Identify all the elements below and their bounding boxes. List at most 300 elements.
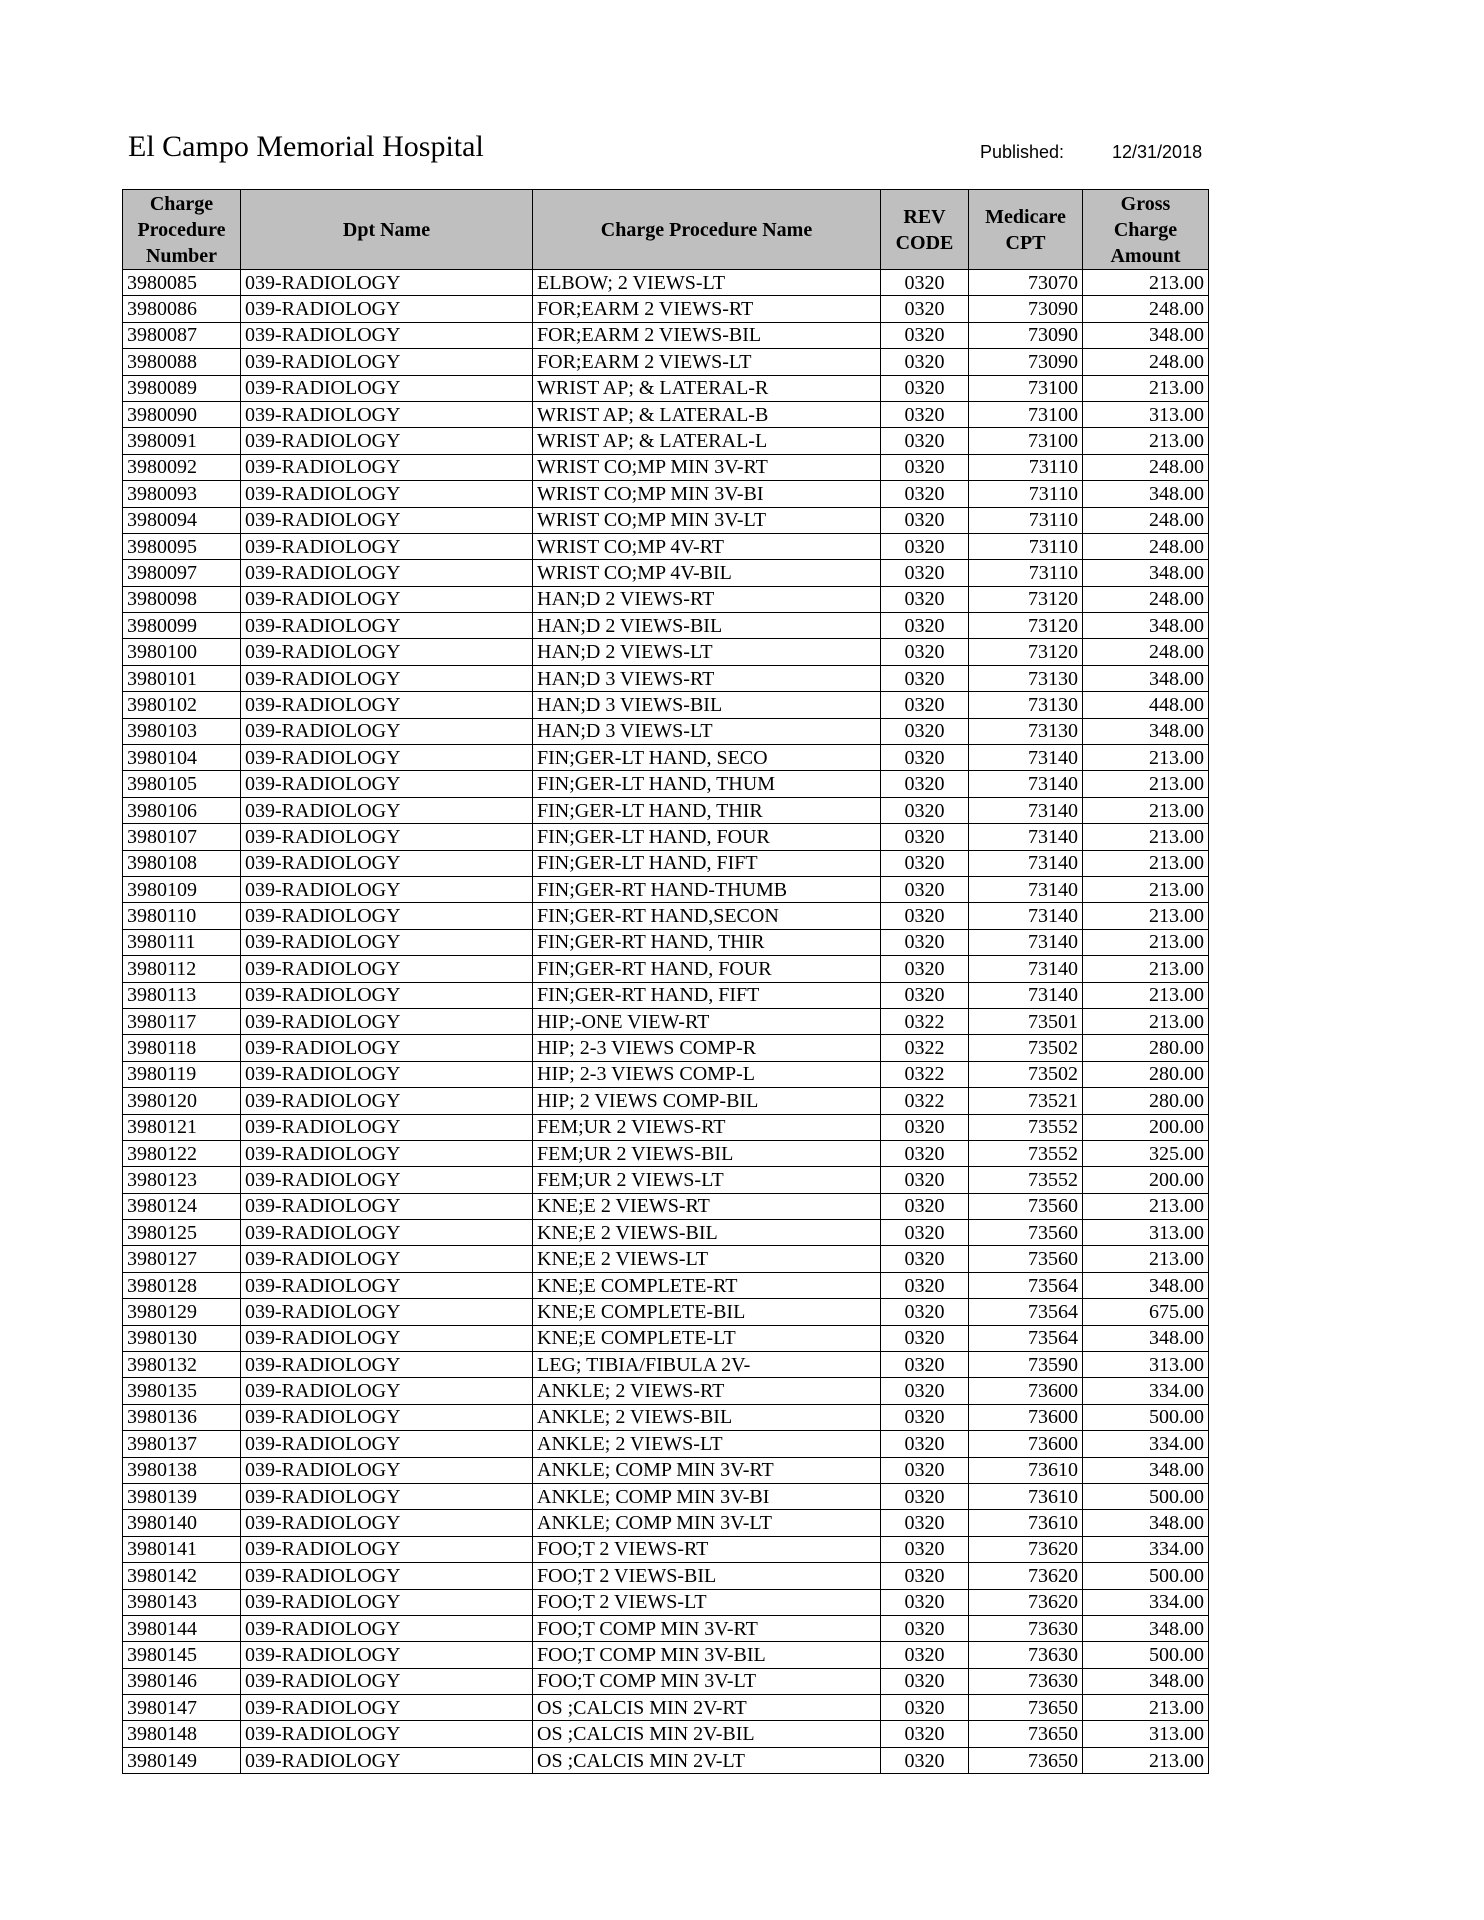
table-row: [123, 533, 1209, 559]
medicare-cpt-cell: 73120: [969, 613, 1083, 639]
procedure-name-cell: HIP;-ONE VIEW-RT: [533, 1008, 881, 1034]
dpt-name-cell: 039-RADIOLOGY: [241, 613, 533, 639]
table-row: [123, 1088, 1209, 1114]
dpt-name-cell: 039-RADIOLOGY: [241, 560, 533, 586]
medicare-cpt-cell: 73130: [969, 665, 1083, 691]
medicare-cpt-cell: 73560: [969, 1220, 1083, 1246]
table-row: [123, 1220, 1209, 1246]
procedure-name-cell: OS ;CALCIS MIN 2V-LT: [533, 1747, 881, 1773]
medicare-cpt-cell: 73110: [969, 507, 1083, 533]
rev-code-cell: 0320: [881, 1431, 969, 1457]
procedure-number-cell: 3980140: [123, 1510, 241, 1536]
rev-code-cell: 0320: [881, 639, 969, 665]
procedure-number-cell: 3980110: [123, 903, 241, 929]
procedure-name-cell: ANKLE; 2 VIEWS-RT: [533, 1378, 881, 1404]
gross-charge-cell: 213.00: [1083, 1747, 1209, 1773]
rev-code-cell: 0320: [881, 1404, 969, 1430]
procedure-name-cell: FIN;GER-RT HAND, THIR: [533, 929, 881, 955]
procedure-number-cell: 3980149: [123, 1747, 241, 1773]
table-row: [123, 481, 1209, 507]
medicare-cpt-cell: 73610: [969, 1457, 1083, 1483]
gross-charge-cell: 248.00: [1083, 639, 1209, 665]
procedure-number-cell: 3980098: [123, 586, 241, 612]
rev-code-cell: 0320: [881, 454, 969, 480]
medicare-cpt-cell: 73630: [969, 1668, 1083, 1694]
procedure-number-cell: 3980132: [123, 1352, 241, 1378]
dpt-name-cell: 039-RADIOLOGY: [241, 903, 533, 929]
procedure-number-cell: 3980094: [123, 507, 241, 533]
medicare-cpt-cell: 73590: [969, 1352, 1083, 1378]
dpt-name-cell: 039-RADIOLOGY: [241, 1510, 533, 1536]
gross-charge-cell: 675.00: [1083, 1299, 1209, 1325]
dpt-name-cell: 039-RADIOLOGY: [241, 745, 533, 771]
medicare-cpt-cell: 73140: [969, 745, 1083, 771]
dpt-name-cell: 039-RADIOLOGY: [241, 929, 533, 955]
rev-code-cell: 0320: [881, 349, 969, 375]
dpt-name-cell: 039-RADIOLOGY: [241, 1642, 533, 1668]
medicare-cpt-cell: 73090: [969, 349, 1083, 375]
dpt-name-cell: 039-RADIOLOGY: [241, 718, 533, 744]
dpt-name-cell: 039-RADIOLOGY: [241, 454, 533, 480]
procedure-name-cell: FIN;GER-LT HAND, FIFT: [533, 850, 881, 876]
medicare-cpt-cell: 73140: [969, 956, 1083, 982]
dpt-name-cell: 039-RADIOLOGY: [241, 507, 533, 533]
dpt-name-cell: 039-RADIOLOGY: [241, 586, 533, 612]
gross-charge-cell: 348.00: [1083, 1668, 1209, 1694]
dpt-name-cell: 039-RADIOLOGY: [241, 1088, 533, 1114]
medicare-cpt-cell: 73100: [969, 428, 1083, 454]
gross-charge-cell: 213.00: [1083, 903, 1209, 929]
rev-code-cell: 0320: [881, 1642, 969, 1668]
medicare-cpt-cell: 73110: [969, 560, 1083, 586]
procedure-name-cell: FOR;EARM 2 VIEWS-LT: [533, 349, 881, 375]
dpt-name-cell: 039-RADIOLOGY: [241, 375, 533, 401]
procedure-number-cell: 3980092: [123, 454, 241, 480]
medicare-cpt-cell: 73560: [969, 1246, 1083, 1272]
procedure-number-cell: 3980145: [123, 1642, 241, 1668]
table-row: [123, 1431, 1209, 1457]
page-header: [128, 128, 1206, 172]
dpt-name-cell: 039-RADIOLOGY: [241, 1483, 533, 1509]
medicare-cpt-cell: 73100: [969, 375, 1083, 401]
table-row: [123, 296, 1209, 322]
gross-charge-cell: 248.00: [1083, 533, 1209, 559]
col-header-dpt-name: Dpt Name: [241, 190, 533, 270]
rev-code-cell: 0320: [881, 1589, 969, 1615]
medicare-cpt-cell: 73140: [969, 876, 1083, 902]
dpt-name-cell: 039-RADIOLOGY: [241, 533, 533, 559]
gross-charge-cell: 334.00: [1083, 1536, 1209, 1562]
gross-charge-cell: 500.00: [1083, 1483, 1209, 1509]
table-row: [123, 560, 1209, 586]
col-header-medicare-cpt: Medicare CPT: [969, 190, 1083, 270]
procedure-name-cell: WRIST AP; & LATERAL-R: [533, 375, 881, 401]
gross-charge-cell: 213.00: [1083, 956, 1209, 982]
gross-charge-cell: 500.00: [1083, 1563, 1209, 1589]
table-row: [123, 1563, 1209, 1589]
table-row: [123, 1352, 1209, 1378]
table-row: [123, 1642, 1209, 1668]
procedure-number-cell: 3980119: [123, 1061, 241, 1087]
table-row: [123, 929, 1209, 955]
procedure-number-cell: 3980137: [123, 1431, 241, 1457]
procedure-name-cell: FIN;GER-RT HAND-THUMB: [533, 876, 881, 902]
gross-charge-cell: 334.00: [1083, 1431, 1209, 1457]
procedure-number-cell: 3980121: [123, 1114, 241, 1140]
procedure-name-cell: WRIST CO;MP MIN 3V-BI: [533, 481, 881, 507]
col-header-gross-charge: Gross Charge Amount: [1083, 190, 1209, 270]
table-header-row: [123, 190, 1209, 270]
medicare-cpt-cell: 73110: [969, 533, 1083, 559]
table-row: [123, 1167, 1209, 1193]
gross-charge-cell: 248.00: [1083, 586, 1209, 612]
procedure-name-cell: FEM;UR 2 VIEWS-BIL: [533, 1140, 881, 1166]
dpt-name-cell: 039-RADIOLOGY: [241, 1035, 533, 1061]
medicare-cpt-cell: 73564: [969, 1299, 1083, 1325]
rev-code-cell: 0320: [881, 665, 969, 691]
dpt-name-cell: 039-RADIOLOGY: [241, 982, 533, 1008]
procedure-number-cell: 3980109: [123, 876, 241, 902]
medicare-cpt-cell: 73501: [969, 1008, 1083, 1034]
gross-charge-cell: 213.00: [1083, 850, 1209, 876]
table-row: [123, 1615, 1209, 1641]
procedure-name-cell: KNE;E 2 VIEWS-RT: [533, 1193, 881, 1219]
table-row: [123, 692, 1209, 718]
procedure-number-cell: 3980136: [123, 1404, 241, 1430]
procedure-name-cell: KNE;E COMPLETE-BIL: [533, 1299, 881, 1325]
dpt-name-cell: 039-RADIOLOGY: [241, 824, 533, 850]
rev-code-cell: 0320: [881, 1325, 969, 1351]
gross-charge-cell: 248.00: [1083, 507, 1209, 533]
gross-charge-cell: 280.00: [1083, 1061, 1209, 1087]
procedure-number-cell: 3980085: [123, 270, 241, 296]
procedure-number-cell: 3980135: [123, 1378, 241, 1404]
medicare-cpt-cell: 73130: [969, 718, 1083, 744]
rev-code-cell: 0320: [881, 1510, 969, 1536]
table-row: [123, 876, 1209, 902]
gross-charge-cell: 334.00: [1083, 1378, 1209, 1404]
procedure-name-cell: WRIST CO;MP MIN 3V-LT: [533, 507, 881, 533]
procedure-number-cell: 3980107: [123, 824, 241, 850]
rev-code-cell: 0320: [881, 1483, 969, 1509]
rev-code-cell: 0320: [881, 824, 969, 850]
gross-charge-cell: 213.00: [1083, 375, 1209, 401]
dpt-name-cell: 039-RADIOLOGY: [241, 428, 533, 454]
procedure-number-cell: 3980105: [123, 771, 241, 797]
procedure-number-cell: 3980127: [123, 1246, 241, 1272]
table-row: [123, 956, 1209, 982]
rev-code-cell: 0320: [881, 1747, 969, 1773]
dpt-name-cell: 039-RADIOLOGY: [241, 349, 533, 375]
gross-charge-cell: 213.00: [1083, 1008, 1209, 1034]
procedure-number-cell: 3980117: [123, 1008, 241, 1034]
procedure-name-cell: WRIST CO;MP MIN 3V-RT: [533, 454, 881, 480]
dpt-name-cell: 039-RADIOLOGY: [241, 270, 533, 296]
procedure-number-cell: 3980111: [123, 929, 241, 955]
rev-code-cell: 0320: [881, 876, 969, 902]
procedure-name-cell: WRIST AP; & LATERAL-L: [533, 428, 881, 454]
rev-code-cell: 0320: [881, 1272, 969, 1298]
gross-charge-cell: 500.00: [1083, 1404, 1209, 1430]
table-row: [123, 1061, 1209, 1087]
gross-charge-cell: 213.00: [1083, 270, 1209, 296]
table-row: [123, 1510, 1209, 1536]
procedure-name-cell: WRIST CO;MP 4V-RT: [533, 533, 881, 559]
medicare-cpt-cell: 73130: [969, 692, 1083, 718]
rev-code-cell: 0320: [881, 903, 969, 929]
procedure-name-cell: FOO;T COMP MIN 3V-BIL: [533, 1642, 881, 1668]
procedure-name-cell: FIN;GER-RT HAND, FIFT: [533, 982, 881, 1008]
gross-charge-cell: 200.00: [1083, 1114, 1209, 1140]
rev-code-cell: 0322: [881, 1061, 969, 1087]
procedure-number-cell: 3980113: [123, 982, 241, 1008]
dpt-name-cell: 039-RADIOLOGY: [241, 1167, 533, 1193]
table-row: [123, 1008, 1209, 1034]
medicare-cpt-cell: 73620: [969, 1536, 1083, 1562]
procedure-number-cell: 3980125: [123, 1220, 241, 1246]
procedure-number-cell: 3980089: [123, 375, 241, 401]
rev-code-cell: 0320: [881, 692, 969, 718]
procedure-name-cell: HIP; 2 VIEWS COMP-BIL: [533, 1088, 881, 1114]
dpt-name-cell: 039-RADIOLOGY: [241, 1536, 533, 1562]
rev-code-cell: 0320: [881, 560, 969, 586]
published-date: 12/31/2018: [1112, 142, 1203, 162]
procedure-number-cell: 3980093: [123, 481, 241, 507]
medicare-cpt-cell: 73120: [969, 639, 1083, 665]
procedure-name-cell: HAN;D 3 VIEWS-BIL: [533, 692, 881, 718]
rev-code-cell: 0320: [881, 1721, 969, 1747]
table-row: [123, 1589, 1209, 1615]
rev-code-cell: 0320: [881, 1193, 969, 1219]
procedure-name-cell: KNE;E COMPLETE-RT: [533, 1272, 881, 1298]
gross-charge-cell: 213.00: [1083, 797, 1209, 823]
procedure-number-cell: 3980108: [123, 850, 241, 876]
medicare-cpt-cell: 73140: [969, 771, 1083, 797]
table-body: [123, 270, 1209, 1774]
gross-charge-cell: 348.00: [1083, 481, 1209, 507]
rev-code-cell: 0320: [881, 956, 969, 982]
medicare-cpt-cell: 73630: [969, 1615, 1083, 1641]
procedure-number-cell: 3980139: [123, 1483, 241, 1509]
medicare-cpt-cell: 73552: [969, 1114, 1083, 1140]
table-row: [123, 507, 1209, 533]
rev-code-cell: 0320: [881, 533, 969, 559]
medicare-cpt-cell: 73090: [969, 322, 1083, 348]
gross-charge-cell: 348.00: [1083, 1325, 1209, 1351]
medicare-cpt-cell: 73140: [969, 850, 1083, 876]
table-row: [123, 322, 1209, 348]
dpt-name-cell: 039-RADIOLOGY: [241, 956, 533, 982]
procedure-name-cell: FEM;UR 2 VIEWS-RT: [533, 1114, 881, 1140]
procedure-name-cell: FOO;T 2 VIEWS-RT: [533, 1536, 881, 1562]
table-row: [123, 401, 1209, 427]
dpt-name-cell: 039-RADIOLOGY: [241, 639, 533, 665]
medicare-cpt-cell: 73610: [969, 1510, 1083, 1536]
dpt-name-cell: 039-RADIOLOGY: [241, 850, 533, 876]
table-row: [123, 1246, 1209, 1272]
table-row: [123, 1668, 1209, 1694]
procedure-name-cell: ELBOW; 2 VIEWS-LT: [533, 270, 881, 296]
procedure-name-cell: FIN;GER-LT HAND, FOUR: [533, 824, 881, 850]
gross-charge-cell: 313.00: [1083, 1352, 1209, 1378]
rev-code-cell: 0320: [881, 1220, 969, 1246]
procedure-number-cell: 3980146: [123, 1668, 241, 1694]
procedure-number-cell: 3980141: [123, 1536, 241, 1562]
table-row: [123, 1404, 1209, 1430]
table-row: [123, 824, 1209, 850]
table-row: [123, 1378, 1209, 1404]
rev-code-cell: 0320: [881, 771, 969, 797]
dpt-name-cell: 039-RADIOLOGY: [241, 797, 533, 823]
medicare-cpt-cell: 73110: [969, 454, 1083, 480]
procedure-name-cell: FIN;GER-RT HAND,SECON: [533, 903, 881, 929]
procedure-name-cell: HAN;D 2 VIEWS-LT: [533, 639, 881, 665]
rev-code-cell: 0320: [881, 1668, 969, 1694]
gross-charge-cell: 348.00: [1083, 1272, 1209, 1298]
procedure-number-cell: 3980138: [123, 1457, 241, 1483]
dpt-name-cell: 039-RADIOLOGY: [241, 876, 533, 902]
medicare-cpt-cell: 73140: [969, 929, 1083, 955]
dpt-name-cell: 039-RADIOLOGY: [241, 296, 533, 322]
dpt-name-cell: 039-RADIOLOGY: [241, 1352, 533, 1378]
dpt-name-cell: 039-RADIOLOGY: [241, 1299, 533, 1325]
rev-code-cell: 0320: [881, 982, 969, 1008]
gross-charge-cell: 348.00: [1083, 1457, 1209, 1483]
table-row: [123, 1536, 1209, 1562]
gross-charge-cell: 200.00: [1083, 1167, 1209, 1193]
rev-code-cell: 0320: [881, 1140, 969, 1166]
rev-code-cell: 0320: [881, 1457, 969, 1483]
rev-code-cell: 0320: [881, 1352, 969, 1378]
gross-charge-cell: 213.00: [1083, 929, 1209, 955]
medicare-cpt-cell: 73140: [969, 903, 1083, 929]
table-row: [123, 1299, 1209, 1325]
procedure-name-cell: FIN;GER-LT HAND, THUM: [533, 771, 881, 797]
table-row: [123, 586, 1209, 612]
procedure-name-cell: FOO;T COMP MIN 3V-LT: [533, 1668, 881, 1694]
dpt-name-cell: 039-RADIOLOGY: [241, 481, 533, 507]
rev-code-cell: 0320: [881, 401, 969, 427]
gross-charge-cell: 213.00: [1083, 982, 1209, 1008]
table-row: [123, 1457, 1209, 1483]
table-row: [123, 718, 1209, 744]
gross-charge-cell: 213.00: [1083, 824, 1209, 850]
gross-charge-cell: 325.00: [1083, 1140, 1209, 1166]
medicare-cpt-cell: 73560: [969, 1193, 1083, 1219]
rev-code-cell: 0320: [881, 322, 969, 348]
procedure-name-cell: WRIST AP; & LATERAL-B: [533, 401, 881, 427]
rev-code-cell: 0320: [881, 1563, 969, 1589]
rev-code-cell: 0320: [881, 481, 969, 507]
procedure-name-cell: ANKLE; 2 VIEWS-LT: [533, 1431, 881, 1457]
procedure-name-cell: FIN;GER-LT HAND, THIR: [533, 797, 881, 823]
page-title: El Campo Memorial Hospital: [128, 130, 484, 163]
medicare-cpt-cell: 73090: [969, 296, 1083, 322]
dpt-name-cell: 039-RADIOLOGY: [241, 1668, 533, 1694]
gross-charge-cell: 213.00: [1083, 1695, 1209, 1721]
medicare-cpt-cell: 73600: [969, 1378, 1083, 1404]
dpt-name-cell: 039-RADIOLOGY: [241, 1114, 533, 1140]
rev-code-cell: 0320: [881, 1615, 969, 1641]
procedure-name-cell: HAN;D 2 VIEWS-BIL: [533, 613, 881, 639]
table-row: [123, 1140, 1209, 1166]
procedure-name-cell: HAN;D 3 VIEWS-LT: [533, 718, 881, 744]
procedure-number-cell: 3980143: [123, 1589, 241, 1615]
gross-charge-cell: 448.00: [1083, 692, 1209, 718]
procedure-name-cell: FOR;EARM 2 VIEWS-BIL: [533, 322, 881, 348]
dpt-name-cell: 039-RADIOLOGY: [241, 1747, 533, 1773]
rev-code-cell: 0320: [881, 613, 969, 639]
col-header-procedure-name: Charge Procedure Name: [533, 190, 881, 270]
procedure-number-cell: 3980118: [123, 1035, 241, 1061]
table-row: [123, 797, 1209, 823]
gross-charge-cell: 213.00: [1083, 1246, 1209, 1272]
gross-charge-cell: 280.00: [1083, 1035, 1209, 1061]
medicare-cpt-cell: 73110: [969, 481, 1083, 507]
dpt-name-cell: 039-RADIOLOGY: [241, 1721, 533, 1747]
gross-charge-cell: 348.00: [1083, 718, 1209, 744]
medicare-cpt-cell: 73140: [969, 824, 1083, 850]
medicare-cpt-cell: 73600: [969, 1431, 1083, 1457]
procedure-number-cell: 3980148: [123, 1721, 241, 1747]
rev-code-cell: 0322: [881, 1088, 969, 1114]
charge-table: [122, 189, 1209, 1774]
rev-code-cell: 0322: [881, 1035, 969, 1061]
medicare-cpt-cell: 73630: [969, 1642, 1083, 1668]
procedure-name-cell: OS ;CALCIS MIN 2V-BIL: [533, 1721, 881, 1747]
table-row: [123, 375, 1209, 401]
procedure-number-cell: 3980088: [123, 349, 241, 375]
rev-code-cell: 0320: [881, 745, 969, 771]
table-row: [123, 665, 1209, 691]
procedure-number-cell: 3980122: [123, 1140, 241, 1166]
procedure-number-cell: 3980091: [123, 428, 241, 454]
procedure-number-cell: 3980129: [123, 1299, 241, 1325]
gross-charge-cell: 213.00: [1083, 1193, 1209, 1219]
dpt-name-cell: 039-RADIOLOGY: [241, 692, 533, 718]
gross-charge-cell: 213.00: [1083, 876, 1209, 902]
dpt-name-cell: 039-RADIOLOGY: [241, 1404, 533, 1430]
procedure-number-cell: 3980104: [123, 745, 241, 771]
medicare-cpt-cell: 73620: [969, 1563, 1083, 1589]
gross-charge-cell: 348.00: [1083, 1510, 1209, 1536]
procedure-name-cell: KNE;E 2 VIEWS-BIL: [533, 1220, 881, 1246]
dpt-name-cell: 039-RADIOLOGY: [241, 665, 533, 691]
medicare-cpt-cell: 73650: [969, 1721, 1083, 1747]
gross-charge-cell: 213.00: [1083, 428, 1209, 454]
table-row: [123, 982, 1209, 1008]
table-row: [123, 745, 1209, 771]
procedure-name-cell: KNE;E 2 VIEWS-LT: [533, 1246, 881, 1272]
gross-charge-cell: 334.00: [1083, 1589, 1209, 1615]
procedure-name-cell: ANKLE; COMP MIN 3V-BI: [533, 1483, 881, 1509]
procedure-name-cell: HIP; 2-3 VIEWS COMP-L: [533, 1061, 881, 1087]
dpt-name-cell: 039-RADIOLOGY: [241, 1008, 533, 1034]
gross-charge-cell: 348.00: [1083, 613, 1209, 639]
published-label: Published:: [980, 142, 1065, 162]
gross-charge-cell: 248.00: [1083, 296, 1209, 322]
table-row: [123, 1325, 1209, 1351]
gross-charge-cell: 500.00: [1083, 1642, 1209, 1668]
medicare-cpt-cell: 73650: [969, 1747, 1083, 1773]
procedure-number-cell: 3980130: [123, 1325, 241, 1351]
procedure-number-cell: 3980095: [123, 533, 241, 559]
rev-code-cell: 0320: [881, 1378, 969, 1404]
col-header-procedure-number: Charge Procedure Number: [123, 190, 241, 270]
table-row: [123, 1695, 1209, 1721]
table-row: [123, 1483, 1209, 1509]
dpt-name-cell: 039-RADIOLOGY: [241, 771, 533, 797]
